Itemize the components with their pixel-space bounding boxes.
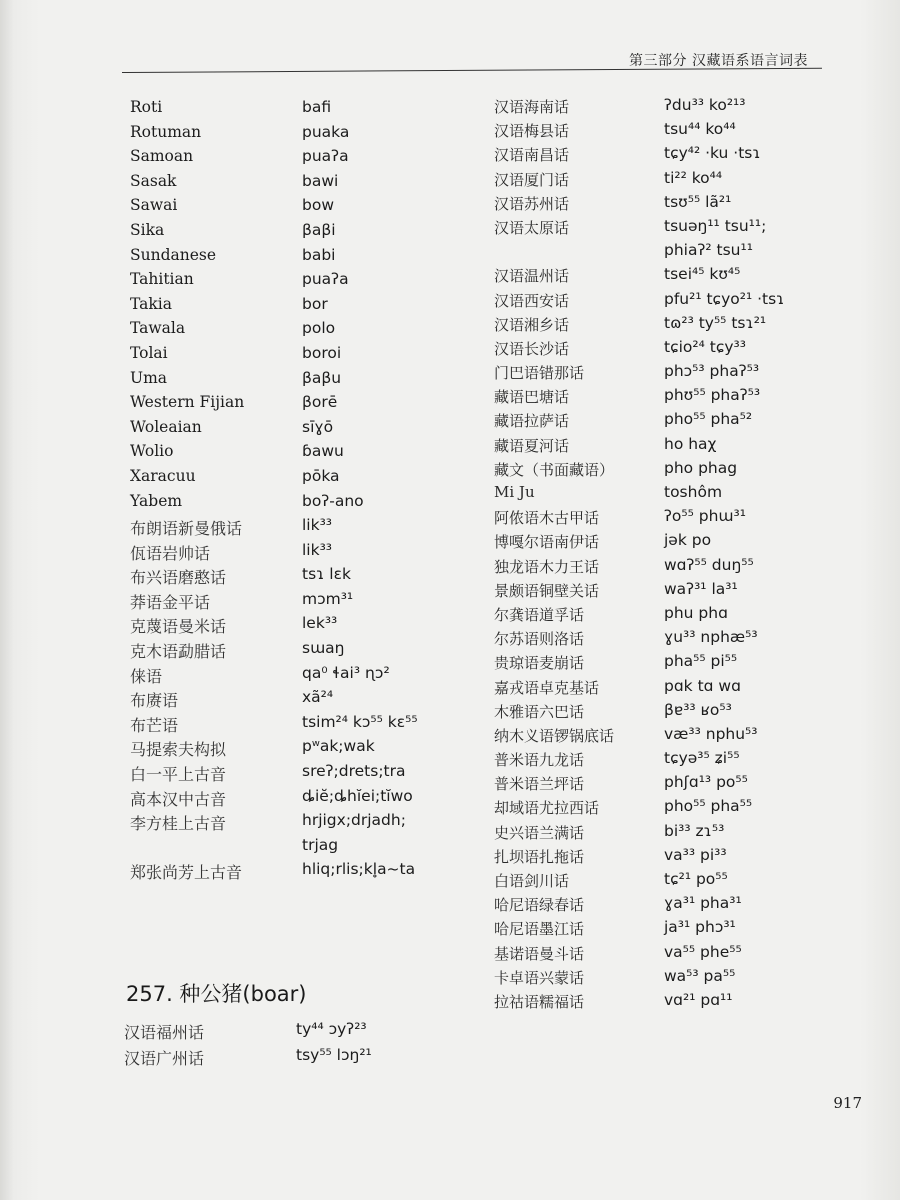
language-name: 藏文（书面藏语） (494, 460, 615, 479)
word-form: ʔdu³³ ko²¹³ (664, 96, 746, 114)
word-form: ɓawu (302, 442, 344, 461)
language-name: 汉语福州话 (124, 1023, 205, 1042)
word-form: puaʔa (302, 147, 349, 166)
word-form: væ³³ nphu⁵³ (664, 724, 758, 743)
language-name: Sika (130, 220, 165, 239)
word-form: bor (302, 294, 328, 313)
word-form: phu phɑ (664, 603, 728, 622)
language-name: 汉语南昌话 (494, 146, 570, 165)
word-form: ho haχ (664, 434, 717, 453)
language-name: 扎坝语扎拖话 (494, 847, 585, 866)
language-name: 博嘎尔语南伊话 (494, 533, 600, 552)
header-rule (122, 68, 822, 73)
word-form: hrjigx;drjadh; (302, 811, 406, 830)
word-form: tsy⁵⁵ lɔŋ²¹ (296, 1046, 372, 1064)
word-form: tɕyə³⁵ ʑi⁵⁵ (664, 749, 740, 768)
language-name: 白语剑川话 (494, 872, 570, 890)
language-name: 汉语湘乡话 (494, 315, 570, 334)
language-name: 克蔑语曼米话 (130, 617, 227, 637)
language-name: Tawala (130, 319, 186, 338)
language-name: 俫语 (130, 666, 163, 686)
language-name: 汉语海南话 (494, 98, 570, 116)
word-form: βaβi (302, 220, 336, 239)
language-name: Uma (130, 368, 168, 387)
language-name: Rotuman (130, 122, 202, 141)
word-form: pōka (302, 466, 340, 485)
word-form: qa⁰ ɬai³ ɳɔ² (302, 663, 390, 682)
word-form: sreʔ;drets;tra (302, 762, 406, 781)
word-form: trjag (302, 835, 339, 854)
language-name: Yabem (130, 491, 183, 510)
language-name: Woleaian (130, 417, 202, 436)
word-form: vɑ²¹ pɑ¹¹ (664, 990, 733, 1009)
language-name: 李方桂上古音 (130, 814, 227, 834)
language-name: 布兴语磨憨话 (130, 568, 227, 588)
language-name: 拉祜语糯福话 (494, 992, 585, 1011)
word-form: mɔm³¹ (302, 589, 354, 608)
language-name: 汉语太原话 (494, 218, 570, 237)
word-form: pfu²¹ tɕyo²¹ ·tsɿ (664, 289, 785, 308)
word-form: lek³³ (302, 614, 338, 633)
word-form: ɣu³³ nphæ⁵³ (664, 628, 758, 647)
word-form: ɣa³¹ pha³¹ (664, 894, 742, 913)
word-form: bawi (302, 171, 339, 190)
word-form: ty⁴⁴ ɔyʔ²³ (296, 1020, 367, 1038)
word-form: ja³¹ phɔ³¹ (664, 918, 736, 937)
word-form: hliq;rlis;kl̥a~ta (302, 860, 416, 879)
language-name: 尔苏语则洛话 (494, 630, 585, 649)
word-form: phʃɑ¹³ po⁵⁵ (664, 773, 748, 792)
word-form: pho⁵⁵ pha⁵⁵ (664, 797, 753, 816)
word-form: puaʔa (302, 270, 349, 289)
language-name: 贵琼语麦崩话 (494, 654, 585, 673)
word-form: jək po (664, 531, 712, 550)
language-name: 哈尼语绿春话 (494, 896, 585, 915)
language-name: Tahitian (130, 270, 194, 289)
word-form: pɑk tɑ wɑ (664, 676, 741, 695)
word-form: ȡiĕ;ȡhĭei;tĭwo (302, 786, 413, 805)
language-name: Samoan (130, 147, 194, 166)
language-name: 汉语苏州话 (494, 194, 570, 213)
word-form: puaka (302, 122, 350, 141)
word-form: bafi (302, 98, 332, 116)
word-form: tsim²⁴ kɔ⁵⁵ kɛ⁵⁵ (302, 712, 418, 731)
word-form: phʊ⁵⁵ phaʔ⁵³ (664, 386, 761, 405)
language-name: 普米语九龙话 (494, 751, 585, 770)
word-form: pho⁵⁵ pha⁵² (664, 410, 753, 429)
word-form: bi³³ zɿ⁵³ (664, 821, 725, 840)
word-form: wɑʔ⁵⁵ duŋ⁵⁵ (664, 555, 754, 574)
language-name: Wolio (130, 442, 174, 461)
language-name: Roti (130, 98, 163, 116)
word-form: lik³³ (302, 516, 333, 535)
language-name: 汉语长沙话 (494, 339, 570, 358)
word-form: tsei⁴⁵ kʊ⁴⁵ (664, 265, 741, 284)
word-form: phɔ⁵³ phaʔ⁵³ (664, 362, 760, 381)
language-name: 莽语金平话 (130, 592, 211, 612)
word-form: tɷ²³ ty⁵⁵ tsɿ²¹ (664, 313, 767, 332)
word-form: ʔo⁵⁵ phɯ³¹ (664, 507, 746, 526)
section-heading: 257. 种公猪(boar) (126, 982, 307, 1006)
language-name: 克木语勐腊话 (130, 642, 227, 662)
word-form: bow (302, 196, 334, 215)
word-form: phiaʔ² tsu¹¹ (664, 241, 753, 260)
word-form: ti²² ko⁴⁴ (664, 168, 723, 187)
word-form: tɕio²⁴ tɕy³³ (664, 337, 746, 356)
word-form: βaβu (302, 368, 342, 387)
language-name: 汉语温州话 (494, 267, 570, 286)
word-form: va³³ pi³³ (664, 845, 727, 864)
language-name: Tolai (130, 343, 168, 362)
word-form: pʷak;wak (302, 737, 375, 756)
language-name: 史兴语兰满话 (494, 823, 585, 842)
language-name: 布赓语 (130, 691, 179, 711)
language-name: 独龙语木力王话 (494, 557, 600, 576)
word-form: pho phag (664, 458, 738, 477)
language-name: Sundanese (130, 245, 217, 264)
word-form: boroi (302, 343, 342, 362)
word-form: tsɿ lɛk (302, 565, 351, 584)
word-form: xã²⁴ (302, 688, 334, 707)
word-form: waʔ³¹ la³¹ (664, 579, 738, 598)
word-form: tsuəŋ¹¹ tsu¹¹; (664, 216, 767, 235)
word-form: tɕ²¹ po⁵⁵ (664, 870, 728, 888)
word-form: toshôm (664, 483, 723, 501)
language-name: 景颇语铜壁关话 (494, 581, 600, 600)
language-name: 汉语厦门话 (494, 170, 570, 189)
language-name: 白一平上古音 (130, 765, 227, 785)
word-form: βɐ³³ ʁo⁵³ (664, 700, 732, 719)
word-form: lik³³ (302, 540, 333, 559)
word-form: polo (302, 319, 336, 338)
word-form: tsʊ⁵⁵ lã²¹ (664, 192, 732, 211)
language-name: Takia (130, 294, 172, 313)
word-form: tsu⁴⁴ ko⁴⁴ (664, 120, 736, 139)
language-name: 高本汉中古音 (130, 789, 227, 809)
language-name: Mi Ju (494, 483, 535, 501)
language-name: 汉语梅县话 (494, 122, 570, 141)
word-form: boʔ-ano (302, 491, 364, 510)
word-form: pha⁵⁵ pi⁵⁵ (664, 652, 738, 671)
language-name: Western Fijian (130, 393, 245, 412)
word-form: tɕy⁴² ·ku ·tsɿ (664, 144, 761, 163)
language-name: 嘉戎语卓克基话 (494, 678, 600, 697)
language-name: 布芒语 (130, 715, 179, 735)
language-name: 布朗语新曼俄话 (130, 519, 243, 539)
word-form: babi (302, 245, 336, 264)
language-name: Sawai (130, 196, 178, 215)
language-name: 卡卓语兴蒙话 (494, 968, 585, 987)
language-name: 郑张尚芳上古音 (130, 863, 243, 883)
language-name: 阿侬语木古甲话 (494, 509, 600, 528)
language-name: 藏语夏河话 (494, 436, 570, 455)
language-name: 普米语兰坪话 (494, 775, 585, 794)
language-name: 尔龚语道孚话 (494, 605, 585, 624)
language-name: Xaracuu (130, 466, 196, 485)
language-name: 汉语广州话 (124, 1049, 205, 1068)
language-name: 却域语尤拉西话 (494, 799, 600, 818)
word-form: βorē (302, 393, 338, 412)
language-name: 基诺语曼斗话 (494, 944, 585, 963)
word-form: va⁵⁵ phe⁵⁵ (664, 942, 742, 961)
language-name: 哈尼语墨江话 (494, 920, 585, 939)
word-form: sīɣō (302, 417, 334, 436)
language-name: 汉语西安话 (494, 291, 570, 310)
word-form: wa⁵³ pa⁵⁵ (664, 966, 736, 985)
language-name: Sasak (130, 171, 177, 190)
language-name: 门巴语错那话 (494, 364, 585, 383)
running-header: 第三部分 汉藏语系语言词表 (629, 53, 808, 69)
language-name: 马提索夫构拟 (130, 740, 227, 760)
language-name: 藏语巴塘话 (494, 388, 570, 407)
language-name: 藏语拉萨话 (494, 412, 570, 431)
page-number: 917 (833, 1094, 862, 1112)
language-name: 纳木义语锣锅底话 (494, 726, 615, 745)
language-name: 木雅语六巴话 (494, 702, 585, 721)
word-form: sɯaŋ (302, 639, 345, 658)
language-name: 佤语岩帅话 (130, 543, 211, 563)
